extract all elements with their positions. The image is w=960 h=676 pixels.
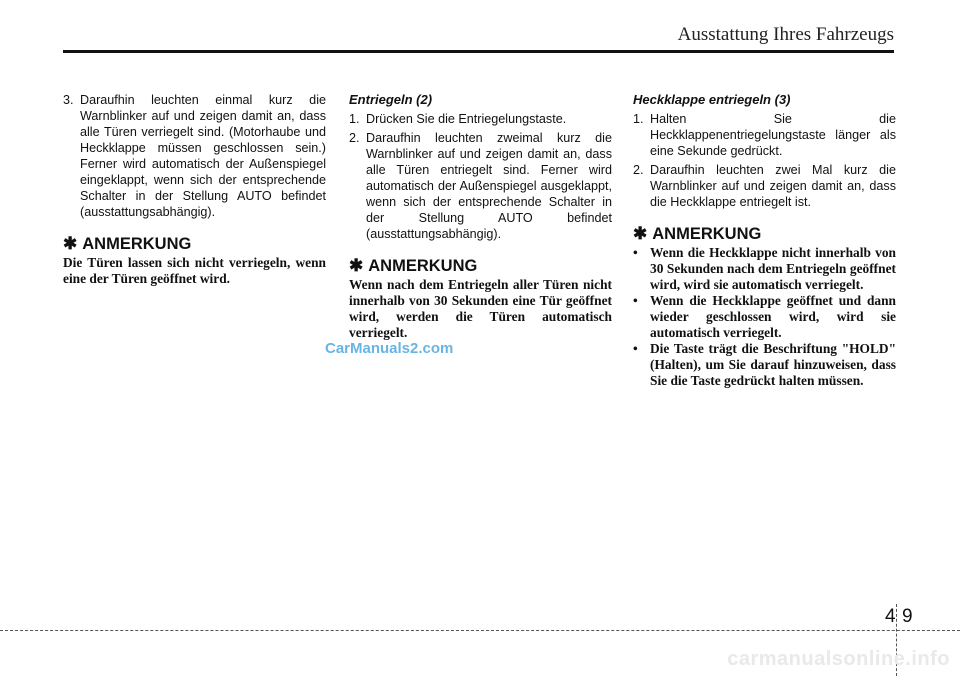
chapter-number: 4 xyxy=(885,606,896,627)
list-item xyxy=(633,111,896,159)
item-text: Halten Sie die Heckklappenentriegelungstaste länger als eine Sekunde gedrückt. xyxy=(650,112,896,158)
list-item xyxy=(349,130,612,242)
item-number: 3. xyxy=(63,93,74,107)
item-text: Daraufhin leuchten zweimal kurz die Warnblinker auf und zeigen damit an, dass alle Türen entriegelt sind. Ferner wird automatisch der Außenspiegel ausgeklappt, wenn sich der entsprechende Schalter in der Stellung AUTO befindet (ausstattungsabhängig). xyxy=(366,131,612,241)
note-heading-label: ANMERKUNG xyxy=(652,225,762,243)
note-heading xyxy=(349,258,612,274)
bullet-text: Die Taste trägt die Beschriftung "HOLD" (Halten), um Sie darauf hinzuweisen, dass Sie die Taste gedrückt halten müssen. xyxy=(650,341,896,388)
note-bullet xyxy=(633,293,896,341)
note-heading-label: ANMERKUNG xyxy=(82,235,192,253)
footer-dashed-rule xyxy=(0,630,960,631)
item-number: 1. xyxy=(349,112,360,126)
note-heading xyxy=(63,236,326,252)
header-rule xyxy=(63,50,894,53)
item-number: 2. xyxy=(349,131,360,145)
bullet-icon: • xyxy=(633,341,638,356)
note-bullet xyxy=(633,341,896,389)
note-star-icon: ✱ xyxy=(63,234,78,253)
section-subheading: Heckklappe entriegeln (3) xyxy=(633,92,791,107)
page-header-title: Ausstattung Ihres Fahrzeugs xyxy=(677,24,894,45)
item-number: 1. xyxy=(633,112,644,126)
bullet-icon: • xyxy=(633,293,638,308)
note-heading-label: ANMERKUNG xyxy=(368,257,478,275)
bullet-text: Wenn die Heckklappe geöffnet und dann wieder geschlossen wird, wird sie automatisch verriegelt. xyxy=(650,293,896,340)
page-number: 9 xyxy=(902,606,913,627)
note-text: Wenn nach dem Entriegeln aller Türen nicht innerhalb von 30 Sekunden eine Tür geöffnet wird, werden die Türen automatisch verriegelt. xyxy=(349,277,612,340)
note-heading xyxy=(633,226,896,242)
bullet-text: Wenn die Heckklappe nicht innerhalb von 30 Sekunden nach dem Entriegeln geöffnet wird, wird sie automatisch verriegelt. xyxy=(650,245,896,292)
item-text: Daraufhin leuchten einmal kurz die Warnblinker auf und zeigen damit an, dass alle Türen verriegelt sind. (Motorhaube und Heckklappe müssen geschlossen sein.) Ferner wird automatisch der Außenspiegel eingeklappt, wenn sich der entsprechende Schalter in der Stellung AUTO befindet (ausstattungsabhängig). xyxy=(80,93,326,219)
column-2 xyxy=(349,92,612,341)
list-item xyxy=(63,92,326,220)
item-text: Drücken Sie die Entriegelungstaste. xyxy=(366,112,567,126)
list-item xyxy=(349,111,612,127)
corner-watermark: carmanualsonline.info xyxy=(727,648,950,670)
note-bullet xyxy=(633,245,896,293)
watermark-link[interactable]: CarManuals2.com xyxy=(325,340,454,357)
item-text: Daraufhin leuchten zwei Mal kurz die Warnblinker auf und zeigen damit an, dass die Heckklappe entriegelt ist. xyxy=(650,163,896,209)
section-subheading: Entriegeln (2) xyxy=(349,92,433,107)
note-text: Die Türen lassen sich nicht verriegeln, wenn eine der Türen geöffnet wird. xyxy=(63,255,326,286)
column-1 xyxy=(63,92,326,287)
note-star-icon: ✱ xyxy=(349,256,364,275)
note-star-icon: ✱ xyxy=(633,224,648,243)
column-3 xyxy=(633,92,896,389)
list-item xyxy=(633,162,896,210)
item-number: 2. xyxy=(633,163,644,177)
bullet-icon: • xyxy=(633,245,638,260)
